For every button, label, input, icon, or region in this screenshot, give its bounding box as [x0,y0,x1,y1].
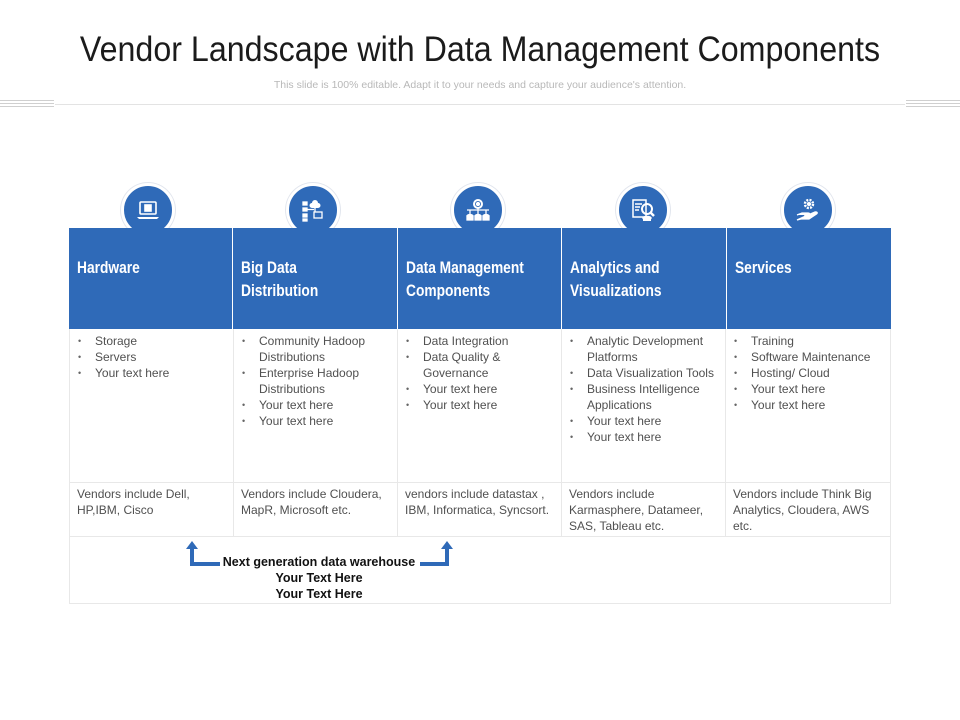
header-services: Services [734,257,792,277]
header-row [69,228,891,329]
vendors-row [69,483,891,537]
title-divider [55,104,905,105]
services-items [726,329,890,482]
list-item: • Business Intelligence Applications [587,381,718,413]
hardware-items [70,329,234,482]
list-item: • Data Quality & Governance [423,349,554,381]
slide-title: Vendor Landscape with Data Management Components [79,30,881,69]
left-decorative-lines [0,100,54,110]
list-item: • Analytic Development Platforms [587,333,718,365]
list-item: • Hosting/ Cloud [751,365,883,381]
data-management-vendors: vendors include datastax , IBM, Informatica, Syncsort. [398,483,562,536]
list-item: • Storage [95,333,226,349]
list-item: • Data Visualization Tools [587,365,718,381]
warehouse-text-line-3: Your Text Here [275,587,363,601]
data-management-items [398,329,562,482]
header-hardware: Hardware [69,228,233,329]
header-analytics-and-visualizations: Analytics and Visualizations [562,228,726,329]
analytics-vendors: Vendors include Karmasphere, Datameer, SAS, Tableau etc. [562,483,726,536]
list-item: • Your text here [259,397,390,413]
list-item: • Software Maintenance [751,349,883,365]
hardware-vendors: Vendors include Dell, HP,IBM, Cisco [70,483,234,536]
services-vendors: Vendors include Think Big Analytics, Cloudera, AWS etc. [733,487,872,533]
slide-subtitle: This slide is 100% editable. Adapt it to your needs and capture your audience's attention. [273,79,687,91]
right-decorative-lines [906,100,960,110]
components-row [69,329,891,483]
big-data-items [234,329,398,482]
list-item: • Training [751,333,883,349]
list-item: • Your text here [423,397,554,413]
list-item: • Data Integration [423,333,554,349]
list-item: • Enterprise Hadoop Distributions [259,365,390,397]
list-item: • Your text here [751,381,883,397]
warehouse-label: Next generation data warehouse [222,555,416,569]
list-item: • Your text here [259,413,390,429]
list-item: • Community Hadoop Distributions [259,333,390,365]
list-item: • Servers [95,349,226,365]
list-item: • Your text here [587,413,718,429]
list-item: • Your text here [423,381,554,397]
header-data-management-components: Data Management Components [398,228,562,329]
warehouse-text-line-2: Your Text Here [275,571,363,585]
analytics-items [562,329,726,482]
list-item: • Your text here [587,429,718,445]
list-item: • Your text here [751,397,883,413]
big-data-vendors: Vendors include Cloudera, MapR, Microsoft etc. [234,483,398,536]
list-item: • Your text here [95,365,226,381]
header-big-data-distribution: Big Data Distribution [233,228,397,329]
